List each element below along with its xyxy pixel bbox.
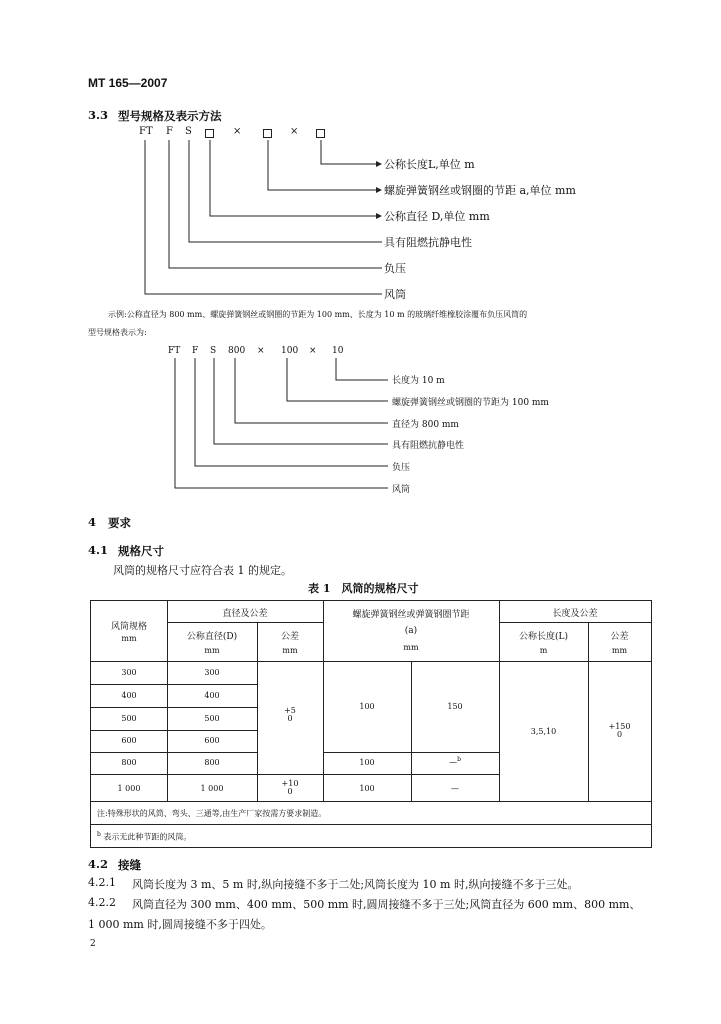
page-number: 2 <box>90 939 96 949</box>
th-pitch: 螺旋弹簧钢丝或弹簧钢圈节距 <box>352 610 470 620</box>
section-4-2-1-text: 风筒长度为 3 m、5 m 时,纵向接缝不多于二处;风筒长度为 10 m 时,纵向接缝不多于三处。 <box>132 878 579 891</box>
diagram2-code-diameter: 800 <box>228 346 246 356</box>
table-hline-3 <box>91 661 651 662</box>
table-hline-9 <box>91 774 499 775</box>
section-4-2-2-number: 4.2.2 <box>88 896 116 909</box>
diagram2-times-2: × <box>309 346 317 356</box>
diagram2-label-negative-pressure: 负压 <box>392 463 411 473</box>
diagram2-label-diameter: 直径为 800 mm <box>392 420 459 430</box>
diagram2-code-f: F <box>192 346 199 356</box>
table-note-a: 注:特殊形状的风筒、弯头、三通等,由生产厂家按需方要求制造。 <box>97 809 327 818</box>
table-1 <box>90 600 652 848</box>
th-pitch-symbol: (a) <box>404 626 418 636</box>
diagram1-times-1: × <box>233 126 242 137</box>
table-caption: 表 1 风筒的规格尺寸 <box>308 582 419 595</box>
table-hline-11 <box>91 824 651 825</box>
section-4-1-number: 4.1 <box>88 543 109 557</box>
diagram1-arrow-pitch <box>376 187 382 193</box>
diagram1-label-pitch: 螺旋弹簧钢丝或钢圈的节距 a,单位 mm <box>384 184 576 197</box>
cell-dia-600: 600 <box>204 736 220 745</box>
cell-pitch-1000-a: 100 <box>359 784 375 793</box>
th-diameter: 公称直径(D) <box>186 632 238 642</box>
diagram2-label-length: 长度为 10 m <box>392 376 445 386</box>
table-hline-8 <box>323 752 499 753</box>
diagram1-leader-diameter <box>210 140 378 216</box>
table-hline-6 <box>91 730 257 731</box>
tolerance-2-upper: +10 <box>281 779 299 788</box>
diagram1-label-duct: 风筒 <box>384 288 406 301</box>
section-4-2-1-number: 4.2.1 <box>88 876 116 889</box>
diagram1-code-f: F <box>166 126 173 137</box>
cell-length-tolerance <box>588 723 651 739</box>
tolerance-2-lower: 0 <box>287 787 293 796</box>
pitch-800-b-sup: b <box>457 756 461 763</box>
th-length: 公称长度(L) <box>519 632 568 642</box>
cell-spec-500: 500 <box>121 714 137 723</box>
section-4-title: 要求 <box>108 516 131 530</box>
diagram1-leader-pitch <box>268 140 378 190</box>
tolerance-1-upper: +5 <box>284 706 296 715</box>
th-length-tolerance-unit: mm <box>611 646 628 655</box>
diagram1-label-negative-pressure: 负压 <box>384 262 406 275</box>
pitch-800-b-dash: — <box>449 757 458 767</box>
example-text-line-1: 示例:公称直径为 800 mm、螺旋弹簧钢丝或钢圈的节距为 100 mm、长度为 10 m 的玻璃纤维橡胶涂覆布负压风筒的 <box>108 310 528 319</box>
th-length-tolerance: 公差 <box>610 632 629 642</box>
table-hline-7 <box>91 752 257 753</box>
th-length-group: 长度及公差 <box>552 609 598 619</box>
th-tolerance-unit: mm <box>282 646 298 655</box>
diagram2-label-pitch: 螺旋弹簧钢丝或钢圈的节距为 100 mm <box>392 398 549 408</box>
cell-pitch-1000-b: — <box>451 784 459 793</box>
diagram2-code-pitch: 100 <box>281 346 299 356</box>
diagram1-code-s: S <box>185 126 192 137</box>
diagram2-leader-length <box>336 358 388 380</box>
table-vline-4 <box>411 661 412 801</box>
diagram1-leader-antistatic <box>189 140 382 242</box>
section-4-2-2-text-2: 1 000 mm 时,圆周接缝不多于四处。 <box>88 918 272 931</box>
section-3-3-number: 3.3 <box>88 108 109 122</box>
cell-pitch-800-a: 100 <box>359 758 375 767</box>
th-diameter-unit: mm <box>204 646 220 655</box>
cell-dia-1000: 1 000 <box>200 784 224 793</box>
cell-dia-400: 400 <box>204 691 220 700</box>
th-length-unit: m <box>539 646 548 655</box>
table-hline-2 <box>499 622 651 623</box>
th-tolerance: 公差 <box>280 632 299 642</box>
diagram1-code-ft: FT <box>139 126 153 137</box>
section-3-3-title: 型号规格及表示方法 <box>118 109 222 123</box>
diagram1-times-2: × <box>290 126 299 137</box>
length-tolerance-upper: +150 <box>608 722 631 731</box>
diagram1-leader-duct <box>145 140 382 294</box>
diagram2-code-s: S <box>210 346 217 356</box>
tolerance-1-lower: 0 <box>287 714 293 723</box>
length-tolerance-lower: 0 <box>616 730 623 739</box>
table-hline-5 <box>91 707 257 708</box>
section-4-2-number: 4.2 <box>88 857 109 871</box>
diagram1-arrow-length <box>376 161 382 167</box>
section-4-1-text: 风筒的规格尺寸应符合表 1 的规定。 <box>113 564 292 577</box>
table-hline-1 <box>167 622 323 623</box>
th-diameter-group: 直径及公差 <box>222 609 268 619</box>
cell-tolerance-1 <box>257 707 323 723</box>
table-note-b-sup: b <box>97 831 101 838</box>
diagram1-label-antistatic: 具有阻燃抗静电性 <box>384 236 472 249</box>
section-4-number: 4 <box>88 515 97 529</box>
document-code: MT 165—2007 <box>88 76 168 90</box>
diagram2-code-ft: FT <box>168 346 181 356</box>
th-pitch-unit: mm <box>403 643 419 652</box>
diagram1-label-diameter: 公称直径 D,单位 mm <box>384 210 490 223</box>
diagram2-leader-diameter <box>235 358 388 423</box>
cell-tolerance-2 <box>257 780 323 796</box>
diagram2-label-antistatic: 具有阻燃抗静电性 <box>392 441 465 451</box>
section-4-1-title: 规格尺寸 <box>118 544 164 558</box>
diagram2-label-duct: 风筒 <box>392 485 411 495</box>
cell-dia-800: 800 <box>204 758 220 767</box>
cell-spec-600: 600 <box>121 736 137 745</box>
cell-spec-800: 800 <box>121 758 137 767</box>
cell-dia-500: 500 <box>204 714 220 723</box>
diagram1-label-length: 公称长度L,单位 m <box>384 158 475 171</box>
diagram2-times-1: × <box>257 346 265 356</box>
section-4-2-title: 接缝 <box>118 858 141 872</box>
cell-pitch-150: 150 <box>447 702 463 711</box>
th-spec-unit: mm <box>121 634 137 643</box>
cell-pitch-800-b <box>411 756 499 767</box>
diagram1-leader-length <box>321 140 378 164</box>
section-4-2-2-text-1: 风筒直径为 300 mm、400 mm、500 mm 时,圆周接缝不多于三处;风筒直径为 600 mm、800 mm、 <box>132 898 641 911</box>
cell-pitch-100: 100 <box>359 702 375 711</box>
cell-dia-300: 300 <box>204 668 220 677</box>
diagram1-arrow-diameter <box>376 213 382 219</box>
diagram2-leader-negative-pressure <box>195 358 388 466</box>
table-hline-10 <box>91 801 651 802</box>
table-note-b-text: 表示无此种节距的风筒。 <box>103 832 192 842</box>
cell-spec-300: 300 <box>121 668 137 677</box>
table-hline-4 <box>91 684 257 685</box>
example-text-line-2: 型号规格表示为: <box>88 328 147 337</box>
diagram1-leader-negative-pressure <box>169 140 382 268</box>
diagram2-code-length: 10 <box>332 346 344 356</box>
cell-spec-1000: 1 000 <box>117 784 141 793</box>
cell-lengths: 3,5,10 <box>530 727 557 736</box>
cell-spec-400: 400 <box>121 691 137 700</box>
table-note-b <box>97 831 191 843</box>
th-spec: 风筒规格 <box>110 622 147 632</box>
